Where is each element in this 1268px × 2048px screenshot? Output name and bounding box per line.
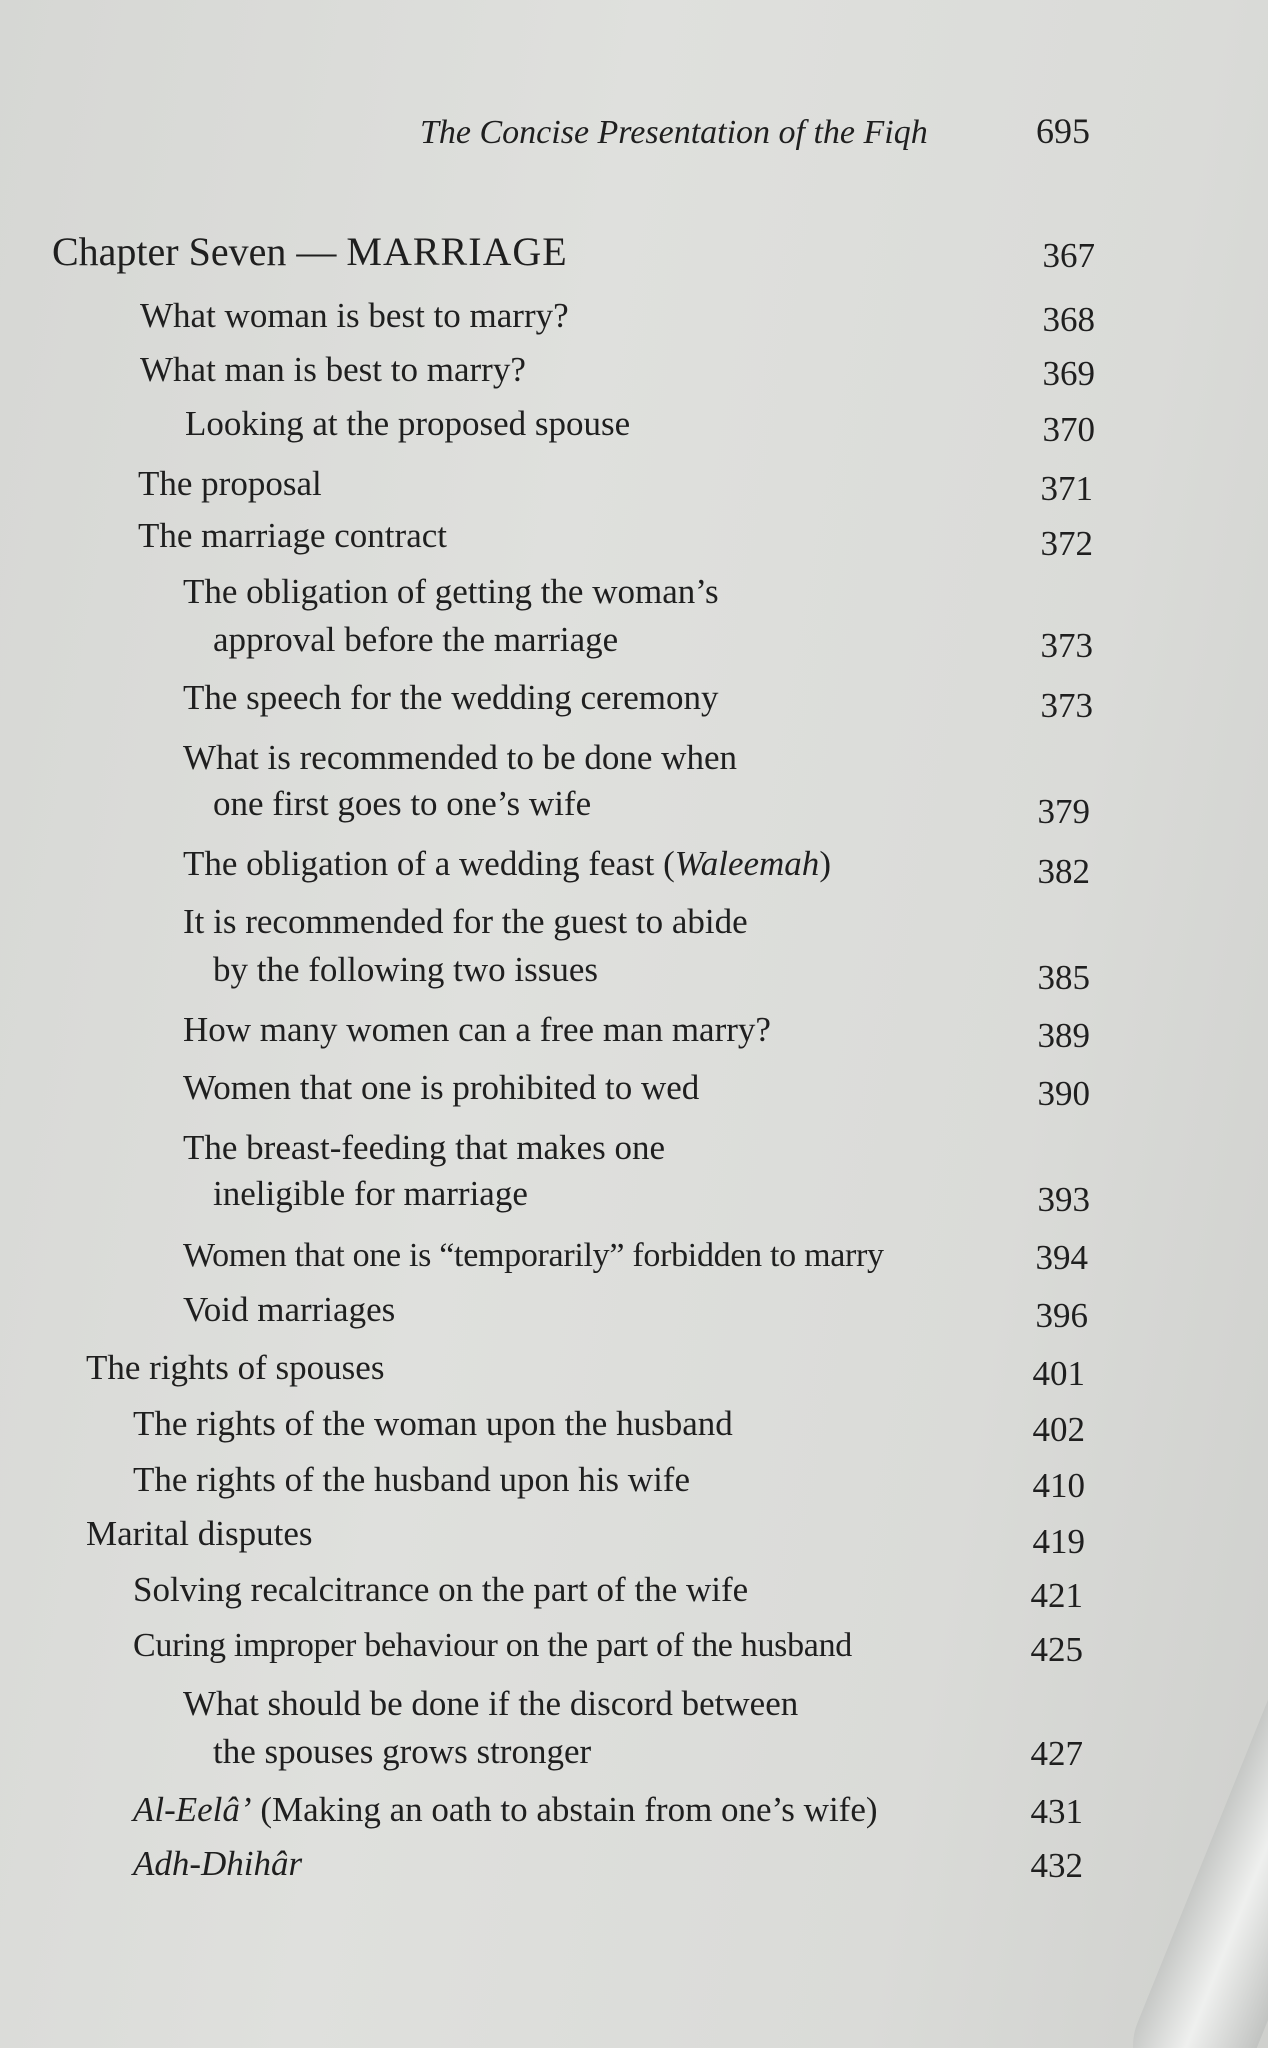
toc-entry: The rights of the husband upon his wife xyxy=(133,1460,690,1499)
chapter-heading xyxy=(52,228,568,276)
toc-page: 393 xyxy=(1037,1180,1090,1219)
page-clip xyxy=(1115,1596,1268,2048)
toc-entry-continuation: by the following two issues xyxy=(213,950,598,989)
toc-entry: The speech for the wedding ceremony xyxy=(183,678,719,717)
toc-entry-italic: Al-Eelâ’ xyxy=(133,1790,252,1829)
toc-page: 427 xyxy=(1030,1734,1083,1773)
toc-entry-text: The obligation of a wedding feast ( xyxy=(183,844,675,883)
toc-entry: Marital disputes xyxy=(86,1514,313,1553)
toc-page: 410 xyxy=(1032,1466,1085,1505)
toc-entry: How many women can a free man marry? xyxy=(183,1010,771,1049)
toc-page: 385 xyxy=(1037,958,1090,997)
toc-page: 382 xyxy=(1037,852,1090,891)
toc-entry: The marriage contract xyxy=(138,516,447,555)
toc-entry-italic: Adh-Dhihâr xyxy=(133,1844,303,1883)
toc-page: 389 xyxy=(1037,1016,1090,1055)
toc-entry: Women that one is “temporarily” forbidden to marry xyxy=(183,1237,884,1274)
toc-entry: The proposal xyxy=(138,464,322,503)
toc-entry: It is recommended for the guest to abide xyxy=(183,902,748,941)
toc-page: 371 xyxy=(1040,469,1093,508)
toc-page: 421 xyxy=(1030,1576,1083,1615)
toc-page: 370 xyxy=(1042,410,1095,449)
toc-entry: What should be done if the discord between xyxy=(183,1684,799,1723)
toc-entry xyxy=(133,1840,302,1888)
toc-entry: Solving recalcitrance on the part of the wife xyxy=(133,1570,749,1609)
toc-entry-continuation: approval before the marriage xyxy=(213,620,619,659)
toc-page: 368 xyxy=(1042,300,1095,339)
toc-entry: The breast-feeding that makes one xyxy=(183,1128,666,1167)
toc-page: 390 xyxy=(1037,1074,1090,1113)
toc-entry: What man is best to marry? xyxy=(140,350,526,389)
toc-entry: What is recommended to be done when xyxy=(183,738,737,777)
page-number: 695 xyxy=(1036,111,1090,151)
running-header xyxy=(420,110,1090,152)
toc-page: 394 xyxy=(1035,1238,1088,1277)
toc-page: 401 xyxy=(1032,1354,1085,1393)
toc-page: 402 xyxy=(1032,1410,1085,1449)
running-title: The Concise Presentation of the Fiqh xyxy=(420,114,928,151)
toc-entry xyxy=(183,840,831,888)
toc-entry: Women that one is prohibited to wed xyxy=(183,1068,700,1107)
toc-entry xyxy=(133,1786,878,1834)
toc-entry-continuation: the spouses grows stronger xyxy=(213,1732,592,1771)
toc-entry: The obligation of getting the woman’s xyxy=(183,572,719,611)
toc-entry: Looking at the proposed spouse xyxy=(185,404,631,443)
chapter-name: MARRIAGE xyxy=(346,229,568,274)
toc-page: 419 xyxy=(1032,1522,1085,1561)
toc-entry: Void marriages xyxy=(183,1290,396,1329)
toc-entry: Curing improper behaviour on the part of the husband xyxy=(133,1627,853,1664)
toc-page: 379 xyxy=(1037,792,1090,831)
toc-entry-italic: Waleemah xyxy=(674,844,820,883)
toc-page: 373 xyxy=(1040,686,1093,725)
chapter-page: 367 xyxy=(1042,236,1095,275)
toc-page: 432 xyxy=(1030,1846,1083,1885)
toc-page: 396 xyxy=(1035,1296,1088,1335)
toc-page: 373 xyxy=(1040,626,1093,665)
toc-entry: The rights of spouses xyxy=(86,1348,385,1387)
toc-entry: What woman is best to marry? xyxy=(140,296,569,335)
toc-page: 425 xyxy=(1030,1630,1083,1669)
toc-page: 369 xyxy=(1042,354,1095,393)
toc-entry-continuation: ineligible for marriage xyxy=(213,1174,528,1213)
toc-page: 372 xyxy=(1040,524,1093,563)
toc-entry: The rights of the woman upon the husband xyxy=(133,1404,733,1443)
toc-page: 431 xyxy=(1030,1792,1083,1831)
toc-entry-text-after: ) xyxy=(819,844,831,883)
chapter-prefix: Chapter Seven — xyxy=(52,229,337,274)
toc-entry-text: (Making an oath to abstain from one’s wife) xyxy=(251,1790,878,1829)
toc-entry-continuation: one first goes to one’s wife xyxy=(213,784,592,823)
